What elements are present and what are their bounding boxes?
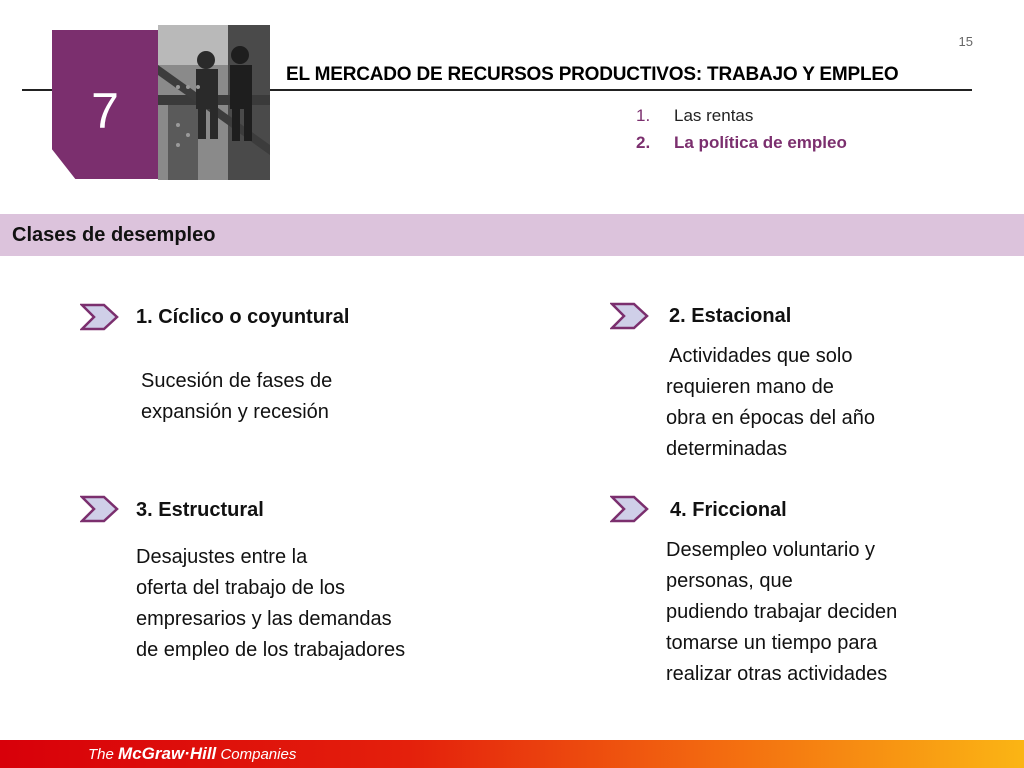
body-line: obra en épocas del año (666, 407, 876, 429)
toc-item-label: Las rentas (674, 105, 754, 125)
item-body-friccional (666, 535, 897, 690)
workers-photo-illustration (158, 25, 270, 180)
item-body-estacional (666, 341, 875, 465)
chapter-number: 7 (91, 82, 119, 139)
toc-list (636, 102, 847, 156)
chevron-arrow-icon (80, 303, 120, 331)
body-line: tomarse un tiempo para (666, 632, 878, 654)
body-line: realizar otras actividades (666, 663, 888, 685)
body-line: pudiendo trabajar deciden (666, 601, 898, 623)
item-heading-ciclico: 1. Cíclico o coyuntural (136, 306, 350, 328)
page-title: EL MERCADO DE RECURSOS PRODUCTIVOS: TRABAJO Y EMPLEO (286, 64, 899, 85)
body-line: expansión y recesión (141, 401, 329, 423)
item-heading-estacional: 2. Estacional (669, 305, 792, 327)
body-line: personas, que (666, 570, 793, 592)
logo-prefix: The (88, 746, 114, 763)
header-rule-left (22, 89, 54, 91)
logo-brand: McGraw·Hill (118, 744, 217, 763)
toc-item-label: La política de empleo (674, 132, 847, 152)
chevron-arrow-icon (610, 495, 650, 523)
body-line: empresarios y las demandas (136, 608, 392, 630)
body-line: Actividades que solo (669, 345, 853, 367)
body-line: Sucesión de fases de (141, 370, 333, 392)
item-heading-friccional: 4. Friccional (670, 499, 787, 521)
item-heading-estructural: 3. Estructural (136, 499, 264, 521)
header-rule-right (270, 89, 972, 91)
body-line: de empleo de los trabajadores (136, 639, 406, 661)
body-line: Desajustes entre la (136, 546, 308, 568)
chevron-arrow-icon (80, 495, 120, 523)
body-line: requieren mano de (666, 376, 834, 398)
body-line: oferta del trabajo de los (136, 577, 346, 599)
section-title: Clases de desempleo (12, 224, 216, 246)
item-body-ciclico (141, 366, 332, 428)
toc-item-politica-empleo[interactable] (636, 129, 847, 156)
page-number: 15 (958, 34, 973, 49)
body-line: Desempleo voluntario y (666, 539, 875, 561)
header-photo (158, 25, 270, 180)
item-body-estructural (136, 542, 405, 666)
toc-item-number: 1. (636, 105, 651, 125)
body-line: determinadas (666, 438, 788, 460)
publisher-logo (88, 744, 296, 764)
toc-item-number: 2. (636, 132, 651, 152)
logo-suffix: Companies (220, 746, 297, 763)
chevron-arrow-icon (610, 302, 650, 330)
toc-item-rentas[interactable] (636, 102, 847, 129)
